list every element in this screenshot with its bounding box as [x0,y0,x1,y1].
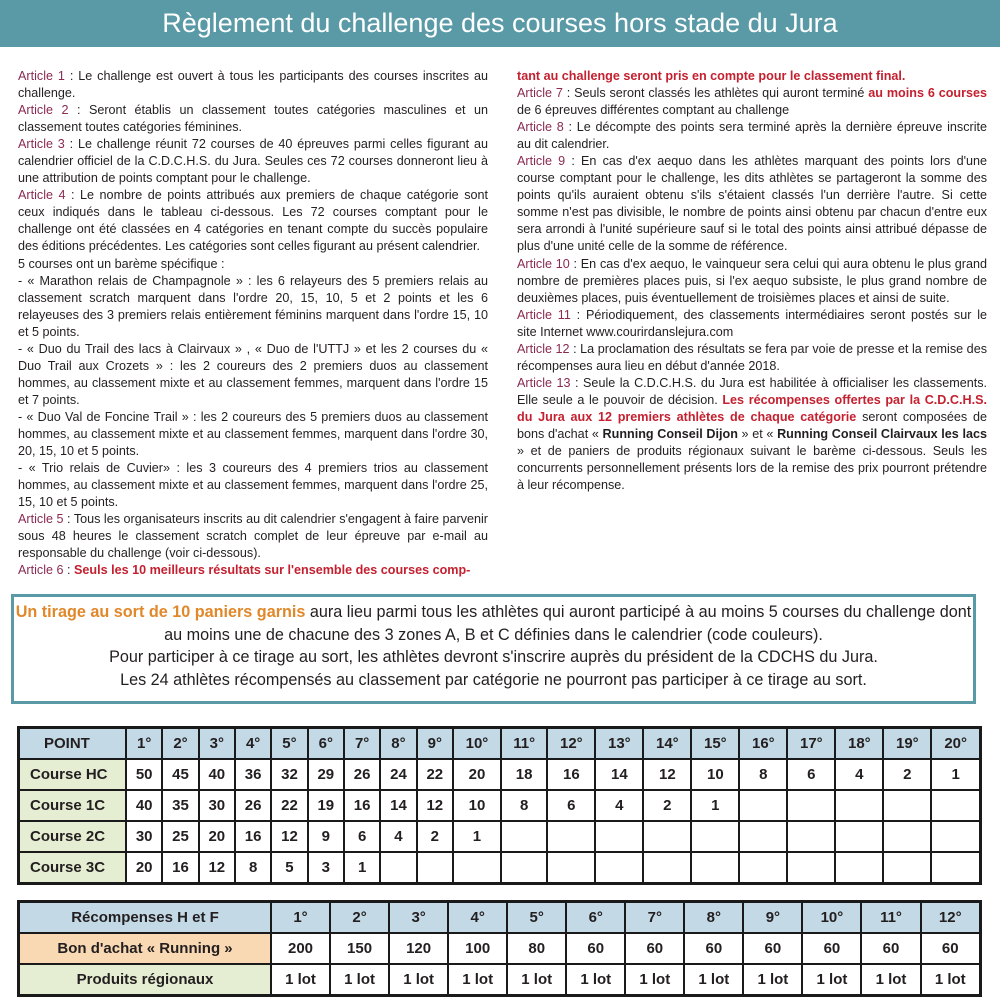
tirage-highlight: Un tirage au sort de 10 paniers garnis [15,603,306,621]
table-cell: 60 [684,933,743,964]
table-row [19,964,981,996]
table-cell: 150 [330,933,389,964]
article-text: : La proclamation des résultats se fera par voie de presse et la remise des récompenses aura lieu en début d'année 2018. [517,341,987,373]
table-cell: 4 [835,759,883,790]
table-cell: 40 [199,759,235,790]
table-cell [643,852,691,884]
article-emphasis: Les récompenses offertes par la C.D.C.H.S. du Jura aux 12 premiers athlètes de chaque catégorie [517,392,987,424]
place-header: 5° [507,902,566,934]
table-cell: 14 [380,790,416,821]
article-emphasis: au moins 6 courses [868,86,987,101]
article-label: Article 9 [517,154,566,169]
article-label: Article 1 [18,69,65,83]
table-cell: 1 [344,852,380,884]
bareme-intro: 5 courses ont un barème spécifique : [18,256,225,271]
table-cell: 3 [308,852,344,884]
table-cell: 16 [235,821,271,852]
table-cell: 1 lot [684,964,743,996]
article-label: Article 4 [18,188,66,203]
table-cell [883,852,931,884]
table-cell: 12 [643,759,691,790]
place-header: 18° [835,728,883,760]
place-header: 10° [802,902,861,934]
row-label: Course 1C [19,790,127,821]
table-cell: 26 [344,759,380,790]
table-cell: 19 [308,790,344,821]
table-cell: 26 [235,790,271,821]
table-cell: 20 [453,759,501,790]
table-cell: 60 [861,933,920,964]
table-cell [931,821,980,852]
table-cell [739,790,787,821]
table-cell [691,852,739,884]
place-header: 5° [271,728,307,760]
table-cell: 60 [625,933,684,964]
table-cell [787,852,835,884]
article-3 [18,136,488,187]
table-cell: 120 [389,933,448,964]
table-cell: 1 lot [448,964,507,996]
table-cell: 5 [271,852,307,884]
table-cell: 9 [308,821,344,852]
article-text: : Le challenge réunit 72 courses de 40 épreuves parmi celles figurant au calendrier officiel de la C.D.C.H.S. du Jura. Seules ces 72 courses donneront lieu à une attribution de points comptant pour le challenge. [18,137,488,186]
row-label: Produits régionaux [19,964,272,996]
place-header: 6° [308,728,344,760]
table-cell: 24 [380,759,416,790]
table-cell: 200 [271,933,330,964]
table-cell: 1 lot [802,964,861,996]
place-header: 3° [199,728,235,760]
article-text: : Seront établis un classement toutes catégories masculines et un classement toutes catégories féminines. [18,103,488,135]
table-cell: 14 [595,759,643,790]
table-cell [931,790,980,821]
table-cell: 1 [931,759,980,790]
article-12 [517,341,987,375]
article-text: : Tous les organisateurs inscrits au dit calendrier s'engagent à faire parvenir sous 48 heures le classement scratch complet de leur épreuve par e-mail au responsable du challenge (voir ci-dessous). [18,512,488,561]
table-cell: 32 [271,759,307,790]
table-cell: 18 [501,759,547,790]
table-cell [835,821,883,852]
place-header: 20° [931,728,980,760]
article-text: » et de paniers de produits régionaux suivant le barème ci-dessous. Seuls les concurrents personnellement présents lors de la remise des prix pourront prétendre à leur récompense. [517,444,987,493]
table-cell: 30 [126,821,162,852]
article-text: : Seule la C.D.C.H.S. du Jura est habilitée à officialiser les classements. Elle seule a le pouvoir de décision. [517,375,987,407]
table-cell: 10 [691,759,739,790]
table-cell: 22 [417,759,453,790]
table-row [19,821,981,852]
table-cell: 12 [199,852,235,884]
row-label: Course HC [19,759,127,790]
place-header: 8° [684,902,743,934]
table-cell: 1 [453,821,501,852]
table-cell: 2 [643,790,691,821]
table-cell: 6 [344,821,380,852]
article-text: : En cas d'ex aequo dans les athlètes marquant des points lors d'une course comptant pour le challenge, les dits athlètes se partageront la somme des points qu'ils auraient obtenu s'ils s'étaient classés l'un derrière l'autre. Si cette somme n'est pas divisible, le nombre de points ainsi obtenu par chacun d'entre eux sera arrondi à l'unité supérieure sauf si le total des points ainsi attribué dépasse de plus d'une unité celle de la somme de référence. [517,154,987,254]
article-label: Article 7 [517,86,563,101]
place-header: 1° [126,728,162,760]
article-10 [517,256,987,307]
article-text: : Le nombre de points attribués aux premiers de chaque catégorie sont ceux indiqués dans le tableau ci-dessous. Les 72 courses comptant pour le challenge ont été classées en 4 catégories en tenant compte du succès populaire des éditions précédentes. Les catégories sont celles figurant au présent calendrier. [18,188,488,254]
bareme-item: - « Trio relais de Cuvier» : les 3 coureurs des 4 premiers trios au classement hommes, au classement mixte et au classement femmes, marquent dans l'ordre 25, 15, 10 et 5 points. [18,461,488,510]
table-cell: 2 [417,821,453,852]
table-cell: 60 [566,933,625,964]
table-cell: 16 [547,759,595,790]
place-header: 13° [595,728,643,760]
article-label: Article 8 [517,120,564,135]
table-cell [739,821,787,852]
article-label: Article 13 [517,375,571,390]
place-header: 16° [739,728,787,760]
table-row [19,933,981,964]
table-cell: 12 [271,821,307,852]
table-cell: 1 [691,790,739,821]
table-cell [643,821,691,852]
right-column [517,68,987,494]
article-2 [18,102,488,136]
table-cell: 16 [162,852,198,884]
row-label: Course 3C [19,852,127,884]
place-header: 2° [330,902,389,934]
table-cell: 1 lot [625,964,684,996]
place-header: 1° [271,902,330,934]
article-9 [517,153,987,255]
table-cell: 1 lot [330,964,389,996]
table-cell: 45 [162,759,198,790]
table-cell: 10 [453,790,501,821]
article-separator: : [63,563,74,578]
place-header: 4° [235,728,271,760]
table-cell [835,790,883,821]
article-label: Article 12 [517,341,570,356]
table-cell: 8 [235,852,271,884]
table-cell [547,821,595,852]
table-cell: 40 [126,790,162,821]
place-header: 17° [787,728,835,760]
article-1 [18,68,488,102]
bareme-item: - « Duo du Trail des lacs à Clairvaux » , « Duo de l'UTTJ » et les 2 courses du « Duo Trail aux Crozets » : les 2 coureurs des 2 premiers duos au classement hommes, au classement mixte et au classement femmes, marquent dans l'ordre 15 et 7 points. [18,341,488,407]
place-header: 11° [501,728,547,760]
article-text: : Le challenge est ouvert à tous les participants des courses inscrites au challenge. [18,69,488,101]
article-emphasis: Running Conseil Dijon [602,426,738,441]
table-cell: 20 [199,821,235,852]
tirage-text: aura lieu parmi tous les athlètes qui auront participé à au moins 5 courses du challenge dont au moins une de chacune des 3 zones A, B et C définies dans le calendrier (code couleurs). [164,603,972,644]
table-cell: 1 lot [743,964,802,996]
table-cell [453,852,501,884]
article-text: : En cas d'ex aequo, le vainqueur sera celui qui aura obtenu le plus grand nombre de premières places puis, si l'ex aequo subsiste, le plus grand nombre de deuxièmes places, puis éventuellement de troisièmes places et ainsi de suite. [517,256,988,305]
table-header-label: Récompenses H et F [19,902,272,934]
table-cell: 25 [162,821,198,852]
table-cell: 60 [921,933,981,964]
article-label: Article 3 [18,137,65,152]
place-header: 15° [691,728,739,760]
place-header: 11° [861,902,920,934]
place-header: 6° [566,902,625,934]
table-cell [739,852,787,884]
article-text: : Périodiquement, des classements intermédiaires seront postés sur le site Internet www.courirdanslejura.com [517,307,987,339]
tirage-line: Pour participer à ce tirage au sort, les athlètes devront s'inscrire auprès du président de la CDCHS du Jura. [109,648,878,666]
article-13 [517,375,987,494]
place-header: 19° [883,728,931,760]
article-7 [517,85,987,119]
row-label: Bon d'achat « Running » [19,933,272,964]
table-cell: 35 [162,790,198,821]
table-cell [787,790,835,821]
row-label: Course 2C [19,821,127,852]
table-cell: 6 [787,759,835,790]
table-cell [595,821,643,852]
table-cell: 1 lot [389,964,448,996]
article-emphasis: tant au challenge seront pris en compte pour le classement final. [517,69,906,83]
table-cell: 1 lot [921,964,981,996]
table-header-row [19,902,981,934]
table-cell: 29 [308,759,344,790]
table-cell [380,852,416,884]
article-label: Article 5 [18,512,64,527]
table-cell [835,852,883,884]
article-6-continued [517,68,987,85]
table-cell: 60 [802,933,861,964]
article-5 [18,511,488,562]
tirage-line: Les 24 athlètes récompensés au classement par catégorie ne pourront pas participer à ce tirage au sort. [120,670,867,689]
table-cell [547,852,595,884]
article-text: : Le décompte des points sera terminé après la dernière épreuve inscrite au dit calendrier. [517,120,987,152]
table-cell: 1 lot [566,964,625,996]
table-cell: 8 [739,759,787,790]
table-cell [787,821,835,852]
article-4 [18,187,488,255]
place-header: 7° [625,902,684,934]
table-cell: 1 lot [507,964,566,996]
article-text: » et « [737,426,778,441]
table-cell: 22 [271,790,307,821]
place-header: 4° [448,902,507,934]
article-text: : Seuls seront classés les athlètes qui auront terminé [562,86,869,101]
points-table [17,726,982,885]
table-cell: 2 [883,759,931,790]
table-cell: 60 [743,933,802,964]
place-header: 12° [547,728,595,760]
place-header: 10° [453,728,501,760]
rewards-table [17,900,982,997]
table-cell: 4 [595,790,643,821]
page-title: Règlement du challenge des courses hors stade du Jura [0,0,1000,47]
article-8 [517,119,987,153]
place-header: 7° [344,728,380,760]
bareme-item: - « Duo Val de Foncine Trail » : les 2 coureurs des 5 premiers duos au classement hommes, au classement mixte et au classement femmes, marquent dans l'ordre 30, 20, 15, 10 et 5 points. [18,409,488,459]
article-label: Article 6 [18,563,64,578]
table-cell: 100 [448,933,507,964]
place-header: 14° [643,728,691,760]
table-cell: 30 [199,790,235,821]
table-cell: 6 [547,790,595,821]
table-cell: 80 [507,933,566,964]
article-emphasis: Running Conseil Clairvaux les lacs [777,426,987,441]
article-label: Article 2 [18,103,69,118]
table-row [19,790,981,821]
bareme-item: - « Marathon relais de Champagnole » : les 6 relayeurs des 5 premiers relais au classement scratch marquent dans l'ordre 20, 15, 10, 5 et 2 points et les 6 relayeuses des 3 premiers relais entièrement féminins marquent dans l'ordre 15, 10 et 5 points. [18,273,488,339]
article-text: de 6 épreuves différentes comptant au challenge [517,103,790,118]
tirage-line [14,601,973,646]
table-header-label: POINT [19,728,127,760]
table-cell: 1 lot [861,964,920,996]
place-header: 9° [743,902,802,934]
article-11 [517,307,987,341]
table-cell [501,821,547,852]
table-cell: 12 [417,790,453,821]
article-text: seront composées de bons d'achat « [517,409,987,441]
place-header: 9° [417,728,453,760]
table-cell: 16 [344,790,380,821]
place-header: 12° [921,902,981,934]
article-label: Article 11 [517,307,571,322]
table-cell: 36 [235,759,271,790]
table-cell [931,852,980,884]
table-cell [417,852,453,884]
article-emphasis: Seuls les 10 meilleurs résultats sur l'ensemble des courses comp- [74,563,471,578]
table-cell [691,821,739,852]
article-label: Article 10 [517,256,570,271]
place-header: 8° [380,728,416,760]
table-row [19,852,981,884]
table-cell: 20 [126,852,162,884]
table-cell: 1 lot [271,964,330,996]
table-cell: 8 [501,790,547,821]
left-column [18,68,488,579]
table-cell [883,790,931,821]
table-header-row [19,728,981,760]
place-header: 3° [389,902,448,934]
table-cell [883,821,931,852]
table-row [19,759,981,790]
place-header: 2° [162,728,198,760]
article-6 [18,562,488,579]
table-cell: 50 [126,759,162,790]
table-cell: 4 [380,821,416,852]
tirage-box [11,594,976,704]
table-cell [595,852,643,884]
table-cell [501,852,547,884]
